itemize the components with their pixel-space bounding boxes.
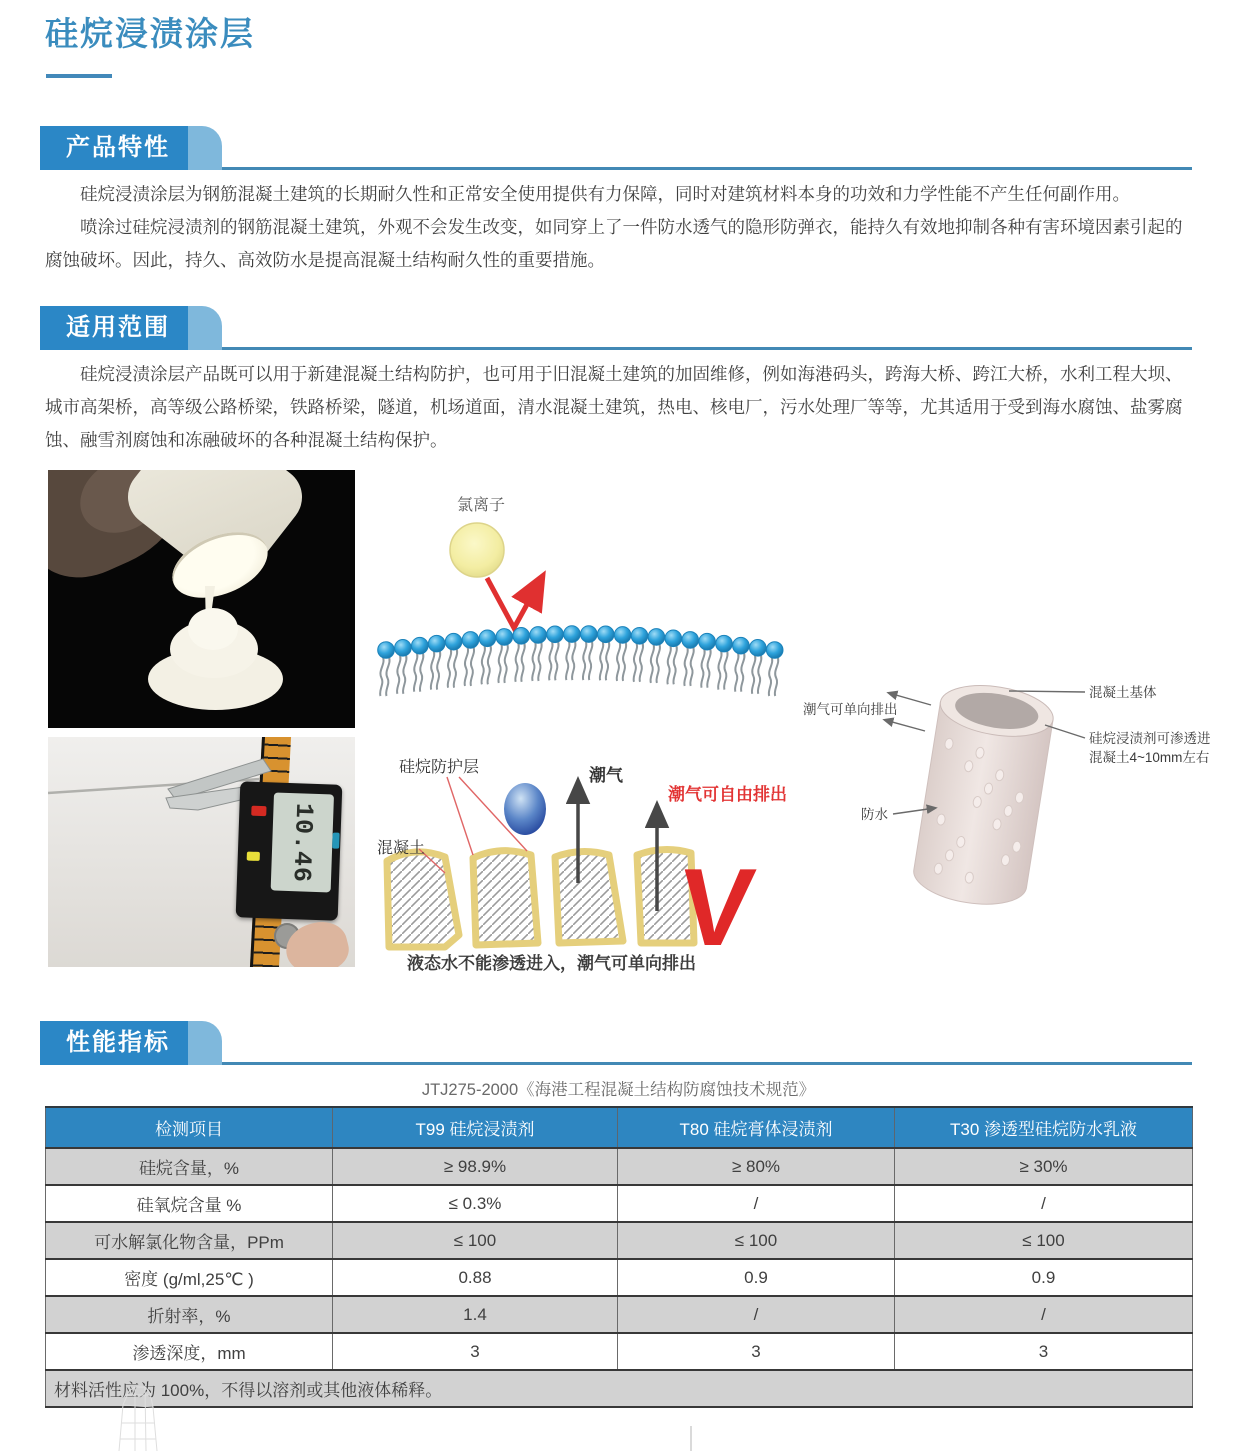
section-tab-performance: 性能指标 [40,1021,208,1065]
paragraph: 喷涂过硅烷浸渍剂的钢筋混凝土建筑，外观不会发生改变，如同穿上了一件防水透气的隐形防弹衣，能持久有效地抑制各种有害环境因素引起的腐蚀破坏。因此，持久、高效防水是提高混凝土结构耐久性的重要措施。 [45,217,1183,270]
table-cell: 3 [618,1333,895,1370]
table-cell: / [618,1185,895,1222]
table-header-row [46,1107,1193,1148]
table-cell: 硅烷含量，% [46,1148,333,1185]
table-cell: ≤ 100 [895,1222,1193,1259]
paragraph: 硅烷浸渍涂层产品既可以用于新建混凝土结构防护，也可用于旧混凝土建筑的加固维修，例如海港码头，跨海大桥、跨江大桥，水利工程大坝、城市高架桥，高等级公路桥梁，铁路桥梁，隧道，机场道面，清水混凝土建筑，热电、核电厂，污水处理厂等等，尤其适用于受到海水腐蚀、盐雾腐蚀、融雪剂腐蚀和冻融破坏的各种混凝土结构保护。 [45,364,1183,450]
caliper-lcd [271,792,334,892]
table-footnote-row [46,1370,1193,1407]
table-row [46,1148,1193,1185]
table-cell: ≤ 0.3% [333,1185,618,1222]
section-header-features [40,123,1192,170]
label-concrete-matrix: 混凝土基体 [1089,685,1157,700]
caliper-reading: 10.46 [286,801,319,883]
table-cell: / [895,1185,1193,1222]
molecule-row [378,626,783,696]
coated-concrete-blocks [387,849,694,947]
cream-blob-shape [188,608,238,650]
diagram-breathable-coating [375,745,787,977]
building-watermark-sketch [105,1383,215,1451]
section-header-performance [40,1018,1192,1065]
table-cell: 1.4 [333,1296,618,1333]
table-cell: 可水解氯化物含量，PPm [46,1222,333,1259]
table-cell: ≥ 80% [618,1148,895,1185]
chloride-diagram-canvas [375,478,787,710]
label-penetration-1: 硅烷浸渍剂可渗透进 [1089,731,1211,746]
antenna-watermark-sketch [690,1426,692,1451]
table-cell: 0.88 [333,1259,618,1296]
table-row [46,1333,1193,1370]
table-cell: 折射率，% [46,1296,333,1333]
table-row [46,1222,1193,1259]
pores-diagram-canvas [375,745,787,977]
pores-caption: 液态水不能渗透进入，潮气可单向排出 [407,954,696,973]
label-moisture-out: 潮气可单向排出 [803,702,898,717]
table-header-cell: T30 渗透型硅烷防水乳液 [895,1107,1193,1148]
table-cell: ≤ 100 [618,1222,895,1259]
table-cell: 密度 (g/ml,25℃ ) [46,1259,333,1296]
caliper-body [236,781,343,920]
table-header-cell: T99 硅烷浸渍剂 [333,1107,618,1148]
table-cell: 0.9 [895,1259,1193,1296]
section-tab-scope: 适用范围 [40,306,208,350]
table-cell: 3 [895,1333,1193,1370]
rebound-arrow [487,578,541,628]
table-cell: ≥ 98.9% [333,1148,618,1185]
paragraph: 硅烷浸渍涂层为钢筋混凝土建筑的长期耐久性和正常安全使用提供有力保障，同时对建筑材料本身的功效和力学性能不产生任何副作用。 [80,184,1130,204]
cylinder-shape [910,678,1057,911]
performance-table [45,1106,1193,1408]
caliper-button-yellow [247,852,260,861]
water-droplet [504,783,546,835]
table-cell: 渗透深度，mm [46,1333,333,1370]
label-waterproof: 防水 [861,807,888,822]
table-header-cell: T80 硅烷膏体浸渍剂 [618,1107,895,1148]
table-row [46,1259,1193,1296]
label-moisture-free-out: 潮气可自由排出 [668,785,787,804]
cylinder-diagram-canvas [795,635,1217,932]
chloride-ion-ball [450,523,504,577]
features-paragraphs [45,178,1192,277]
table-cell: 0.9 [618,1259,895,1296]
diagram-chloride-ion-rebound [375,478,787,710]
table-caption: JTJ275-2000《海港工程混凝土结构防腐蚀技术规范》 [421,1081,816,1099]
chloride-label: 氯离子 [457,497,506,514]
caliper-button-teal [332,833,340,849]
diagram-treated-concrete-cylinder [795,635,1217,932]
table-cell: / [895,1296,1193,1333]
label-concrete: 混凝土 [377,840,426,857]
red-check-v: V [673,846,760,969]
section-header-scope [40,303,1192,350]
photo-silane-cream-pouring [48,470,355,728]
label-penetration-2: 混凝土4~10mm左右 [1089,750,1210,765]
page-title: 硅烷浸渍涂层 [45,15,255,52]
caliper-button-red [251,806,266,817]
table-cell: ≤ 100 [333,1222,618,1259]
label-silane-layer: 硅烷防护层 [399,759,480,776]
photo-caliper-penetration-test [48,737,355,967]
table-cell: 3 [333,1333,618,1370]
scope-paragraphs [45,358,1192,457]
table-footnote: 材料活性应为 100%，不得以溶剂或其他液体稀释。 [46,1370,1193,1407]
table-row [46,1185,1193,1222]
title-underline [46,74,112,78]
table-header-cell: 检测项目 [46,1107,333,1148]
table-cell: 硅氧烷含量 % [46,1185,333,1222]
section-tab-features: 产品特性 [40,126,208,170]
table-row [46,1296,1193,1333]
table-cell: / [618,1296,895,1333]
table-cell: ≥ 30% [895,1148,1193,1185]
label-moisture: 潮气 [589,766,623,785]
